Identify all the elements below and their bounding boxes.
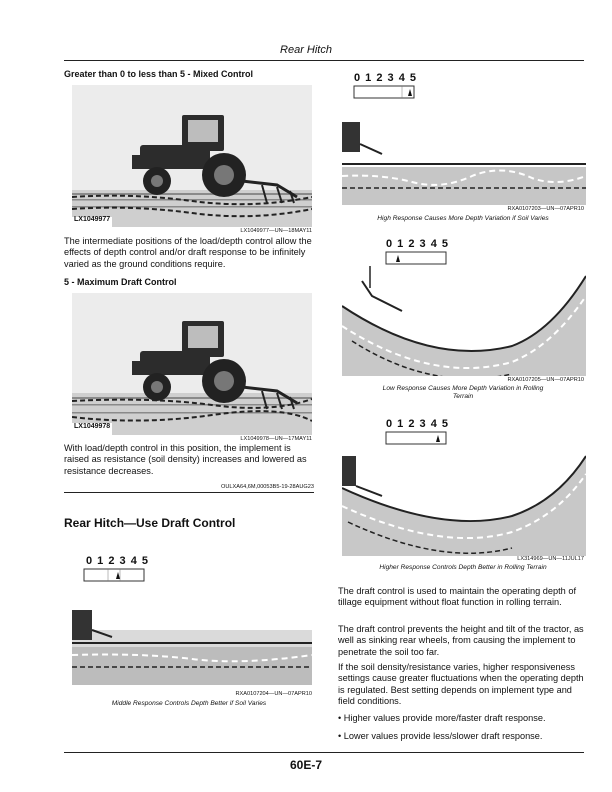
figure-caption-line2: Terrain — [452, 393, 474, 400]
figure-label: LX1049977 — [74, 216, 111, 223]
figure-code: LX1049977—UN—18MAY11 — [240, 228, 312, 234]
running-header: Rear Hitch — [280, 44, 332, 56]
figure-caption: High Response Causes More Depth Variation if Soil Varies — [377, 215, 549, 222]
response-scale: 0 1 2 3 4 5 — [86, 555, 149, 567]
paragraph-soil-density: If the soil density/resistance varies, higher responsiveness settings cause greater fluctuations when the operating depth is regulated. Best setting depends on implement type and field conditions. — [338, 662, 584, 707]
section-heading-mixed-control: Greater than 0 to less than 5 - Mixed Control — [64, 69, 254, 79]
figure-caption: Higher Response Controls Depth Better in Rolling Terrain — [379, 564, 547, 571]
paragraph-draft-prevents: The draft control prevents the height and tilt of the tractor, as well as sinking rear wheels, from causing the implement to penetrate the soil too far. — [338, 624, 584, 657]
draft-figure-middle — [72, 555, 312, 693]
response-scale: 0 1 2 3 4 5 — [386, 238, 449, 250]
figure-code: RXA0107205—UN—07APR10 — [507, 377, 584, 383]
draft-figure-higher — [342, 416, 586, 556]
response-scale: 0 1 2 3 4 5 — [386, 418, 449, 430]
bullet-item: • Lower values provide less/slower draft response. — [338, 731, 543, 741]
draft-figure-low — [342, 236, 586, 376]
draft-figure-high — [342, 72, 586, 207]
section-heading-max-draft: 5 - Maximum Draft Control — [64, 277, 177, 287]
response-scale: 0 1 2 3 4 5 — [354, 72, 417, 84]
figure-code: RXA0107204—UN—07APR10 — [235, 691, 312, 697]
figure-code: LX1049978—UN—17MAY11 — [240, 436, 312, 442]
figure-caption-line1: Low Response Causes More Depth Variation in Rolling — [382, 385, 544, 392]
paragraph-draft-purpose: The draft control is used to maintain the operating depth of tillage equipment without float function in rolling terrain. — [338, 586, 577, 608]
section-rule — [64, 492, 314, 493]
header-rule — [64, 60, 584, 61]
tractor-figure-mixed — [72, 85, 312, 227]
figure-code: LX314969—UN—11JUL17 — [517, 556, 584, 562]
footer-rule — [64, 752, 584, 753]
tractor-figure-max-draft — [72, 293, 312, 435]
figure-caption: Middle Response Controls Depth Better if Soil Varies — [111, 700, 267, 707]
figure-code: RXA0107203—UN—07APR10 — [507, 206, 584, 212]
paragraph-mixed-control: The intermediate positions of the load/depth control allow the effects of depth control and/or draft response to be infinitely varied as the ground conditions require. — [64, 236, 312, 269]
reference-code: OULXA64,6M,00053B5-19-28AUG23 — [221, 484, 314, 490]
bullet-item: • Higher values provide more/faster draft response. — [338, 713, 546, 723]
page-number: 60E-7 — [289, 758, 323, 772]
section-title: Rear Hitch—Use Draft Control — [64, 516, 236, 530]
figure-label: LX1049978 — [74, 423, 111, 430]
paragraph-max-draft: With load/depth control in this position, the implement is raised as resistance (soil density) increases and lowered as resistance decreases. — [64, 443, 307, 476]
